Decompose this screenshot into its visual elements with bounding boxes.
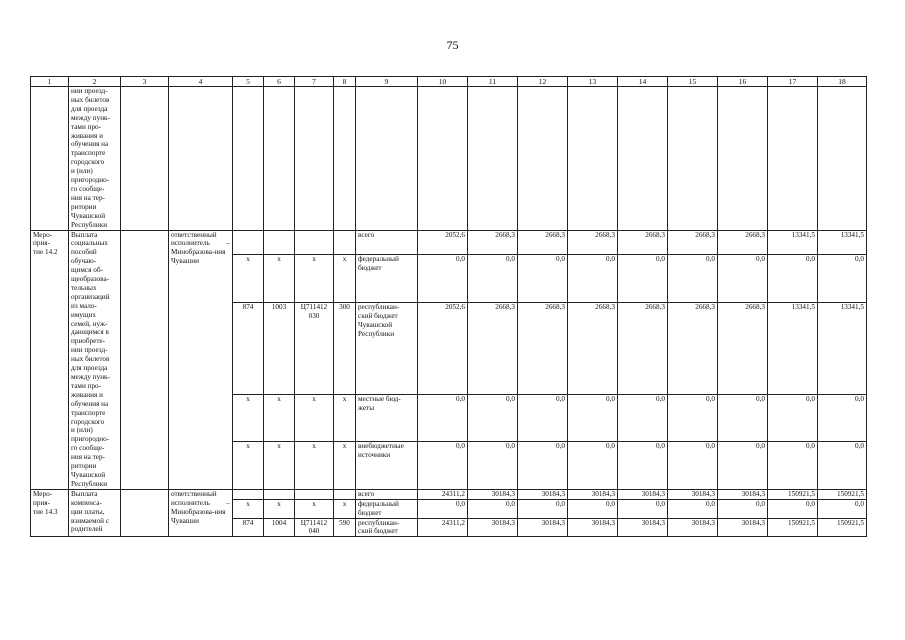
column-number-9: 9 bbox=[356, 77, 418, 87]
amount-value: 0,0 bbox=[718, 499, 768, 518]
empty-cell bbox=[768, 87, 818, 231]
amount-value: 2668,3 bbox=[718, 230, 768, 255]
grbs-code bbox=[233, 489, 264, 499]
amount-value: 0,0 bbox=[718, 442, 768, 489]
funding-source: всего bbox=[356, 230, 418, 255]
m143-row bbox=[31, 489, 867, 499]
section-code: 1003 bbox=[264, 302, 295, 394]
amount-value: 2668,3 bbox=[518, 302, 568, 394]
column-number-6: 6 bbox=[264, 77, 295, 87]
amount-value: 0,0 bbox=[518, 442, 568, 489]
amount-value: 2668,3 bbox=[718, 302, 768, 394]
amount-value: 0,0 bbox=[618, 499, 668, 518]
amount-value: 0,0 bbox=[568, 395, 618, 442]
amount-value: 2668,3 bbox=[618, 230, 668, 255]
amount-value: 0,0 bbox=[818, 442, 867, 489]
grbs-code: х bbox=[233, 499, 264, 518]
grbs-code: х bbox=[233, 442, 264, 489]
amount-value: 2668,3 bbox=[468, 302, 518, 394]
measure-executor: ответственный исполнитель – Минобразова-ния Чувашии bbox=[169, 489, 233, 537]
amount-value: 2668,3 bbox=[618, 302, 668, 394]
amount-value: 0,0 bbox=[768, 499, 818, 518]
empty-cell bbox=[121, 230, 169, 489]
empty-cell bbox=[618, 87, 668, 231]
measure-executor: ответственный исполнитель – Минобразова-ния Чувашии bbox=[169, 230, 233, 489]
amount-value: 150921,5 bbox=[818, 489, 867, 499]
column-number-row bbox=[31, 77, 867, 87]
amount-value: 0,0 bbox=[718, 395, 768, 442]
column-number-12: 12 bbox=[518, 77, 568, 87]
empty-cell bbox=[169, 87, 233, 231]
amount-value: 30184,3 bbox=[568, 489, 618, 499]
section-code: х bbox=[264, 499, 295, 518]
empty-cell bbox=[518, 87, 568, 231]
amount-value: 0,0 bbox=[568, 499, 618, 518]
target-article-code: х bbox=[295, 395, 334, 442]
amount-value: 0,0 bbox=[418, 499, 468, 518]
empty-cell bbox=[718, 87, 768, 231]
amount-value: 0,0 bbox=[568, 442, 618, 489]
amount-value: 30184,3 bbox=[718, 489, 768, 499]
column-number-15: 15 bbox=[668, 77, 718, 87]
amount-value: 2052,6 bbox=[418, 230, 468, 255]
empty-cell bbox=[668, 87, 718, 231]
amount-value: 0,0 bbox=[518, 499, 568, 518]
measure-name: Выплата социальных пособий обучаю- щимся об- щеобразова- тельных организаций из мало- имущих семей, нуж- дающимся в приобрете- нии проезд- ных билетов для проезда между пунк- тами про- живания и обучения на транспорте городского и (или) пригородно- го сообще- ния на тер- ритории Чувашской Республики bbox=[69, 230, 121, 489]
amount-value: 2668,3 bbox=[468, 230, 518, 255]
amount-value: 30184,3 bbox=[518, 518, 568, 537]
amount-value: 0,0 bbox=[668, 499, 718, 518]
amount-value: 0,0 bbox=[818, 499, 867, 518]
section-code: х bbox=[264, 442, 295, 489]
amount-value: 0,0 bbox=[418, 442, 468, 489]
section-code: х bbox=[264, 395, 295, 442]
budget-table bbox=[30, 76, 867, 537]
page-number: 75 bbox=[446, 38, 459, 52]
expense-type-code: 300 bbox=[334, 302, 356, 394]
m142-row bbox=[31, 230, 867, 255]
amount-value: 0,0 bbox=[768, 255, 818, 302]
amount-value: 0,0 bbox=[818, 255, 867, 302]
grbs-code bbox=[233, 230, 264, 255]
column-number-3: 3 bbox=[121, 77, 169, 87]
column-number-2: 2 bbox=[69, 77, 121, 87]
amount-value: 24311,2 bbox=[418, 489, 468, 499]
empty-cell bbox=[334, 87, 356, 231]
column-number-17: 17 bbox=[768, 77, 818, 87]
amount-value: 0,0 bbox=[568, 255, 618, 302]
amount-value: 0,0 bbox=[768, 395, 818, 442]
grbs-code: х bbox=[233, 395, 264, 442]
section-code bbox=[264, 489, 295, 499]
funding-source: республикан- ский бюджет bbox=[356, 518, 418, 537]
measure-code: Меро- прия- тие 14.3 bbox=[31, 489, 69, 537]
amount-value: 2052,6 bbox=[418, 302, 468, 394]
empty-cell bbox=[233, 87, 264, 231]
amount-value: 0,0 bbox=[468, 442, 518, 489]
continuation-row bbox=[31, 87, 867, 231]
column-number-1: 1 bbox=[31, 77, 69, 87]
amount-value: 0,0 bbox=[768, 442, 818, 489]
amount-value: 30184,3 bbox=[568, 518, 618, 537]
amount-value: 30184,3 bbox=[518, 489, 568, 499]
section-code: 1004 bbox=[264, 518, 295, 537]
empty-cell bbox=[121, 489, 169, 537]
empty-cell bbox=[818, 87, 867, 231]
amount-value: 150921,5 bbox=[818, 518, 867, 537]
column-number-14: 14 bbox=[618, 77, 668, 87]
empty-cell bbox=[295, 87, 334, 231]
column-number-13: 13 bbox=[568, 77, 618, 87]
grbs-code: х bbox=[233, 255, 264, 302]
amount-value: 24311,2 bbox=[418, 518, 468, 537]
target-article-code: Ц711412 040 bbox=[295, 518, 334, 537]
amount-value: 150921,5 bbox=[768, 489, 818, 499]
expense-type-code: х bbox=[334, 255, 356, 302]
empty-cell bbox=[418, 87, 468, 231]
expense-type-code: х bbox=[334, 499, 356, 518]
expense-type-code: х bbox=[334, 395, 356, 442]
column-number-16: 16 bbox=[718, 77, 768, 87]
empty-cell bbox=[264, 87, 295, 231]
amount-value: 2668,3 bbox=[568, 230, 618, 255]
target-article-code: х bbox=[295, 442, 334, 489]
column-number-18: 18 bbox=[818, 77, 867, 87]
expense-type-code bbox=[334, 489, 356, 499]
grbs-code: 874 bbox=[233, 302, 264, 394]
amount-value: 13341,5 bbox=[768, 230, 818, 255]
amount-value: 2668,3 bbox=[668, 230, 718, 255]
amount-value: 0,0 bbox=[818, 395, 867, 442]
funding-source: всего bbox=[356, 489, 418, 499]
column-number-5: 5 bbox=[233, 77, 264, 87]
amount-value: 30184,3 bbox=[668, 489, 718, 499]
amount-value: 0,0 bbox=[468, 255, 518, 302]
amount-value: 30184,3 bbox=[618, 518, 668, 537]
measure-name: Выплата компенса- ции платы, взимаемой с родителей bbox=[69, 489, 121, 537]
target-article-code bbox=[295, 489, 334, 499]
amount-value: 2668,3 bbox=[568, 302, 618, 394]
continuation-text: нии проезд- ных билетов для проезда между пунк- тами про- живания и обучения на транспорте городского и (или) пригородно- го сообще- ния на тер- ритории Чувашской Республики bbox=[69, 87, 121, 231]
funding-source: федеральный бюджет bbox=[356, 255, 418, 302]
grbs-code: 874 bbox=[233, 518, 264, 537]
amount-value: 13341,5 bbox=[768, 302, 818, 394]
amount-value: 0,0 bbox=[418, 395, 468, 442]
amount-value: 0,0 bbox=[668, 395, 718, 442]
target-article-code: х bbox=[295, 499, 334, 518]
column-number-8: 8 bbox=[334, 77, 356, 87]
amount-value: 0,0 bbox=[618, 255, 668, 302]
funding-source: местные бюд- жеты bbox=[356, 395, 418, 442]
amount-value: 30184,3 bbox=[468, 489, 518, 499]
target-article-code: Ц711412 030 bbox=[295, 302, 334, 394]
funding-source: федеральный бюджет bbox=[356, 499, 418, 518]
amount-value: 30184,3 bbox=[468, 518, 518, 537]
amount-value: 2668,3 bbox=[518, 230, 568, 255]
column-number-10: 10 bbox=[418, 77, 468, 87]
target-article-code: х bbox=[295, 255, 334, 302]
amount-value: 13341,5 bbox=[818, 230, 867, 255]
empty-cell bbox=[468, 87, 518, 231]
section-code bbox=[264, 230, 295, 255]
section-code: х bbox=[264, 255, 295, 302]
empty-cell bbox=[121, 87, 169, 231]
empty-cell bbox=[568, 87, 618, 231]
empty-cell bbox=[356, 87, 418, 231]
measure-code: Меро- прия- тие 14.2 bbox=[31, 230, 69, 489]
amount-value: 0,0 bbox=[668, 255, 718, 302]
target-article-code bbox=[295, 230, 334, 255]
column-number-4: 4 bbox=[169, 77, 233, 87]
amount-value: 0,0 bbox=[468, 395, 518, 442]
amount-value: 0,0 bbox=[518, 255, 568, 302]
amount-value: 0,0 bbox=[618, 442, 668, 489]
amount-value: 0,0 bbox=[668, 442, 718, 489]
amount-value: 30184,3 bbox=[668, 518, 718, 537]
funding-source: внебюджетные источники bbox=[356, 442, 418, 489]
amount-value: 13341,5 bbox=[818, 302, 867, 394]
amount-value: 0,0 bbox=[618, 395, 668, 442]
amount-value: 0,0 bbox=[518, 395, 568, 442]
amount-value: 0,0 bbox=[418, 255, 468, 302]
expense-type-code bbox=[334, 230, 356, 255]
amount-value: 30184,3 bbox=[718, 518, 768, 537]
amount-value: 2668,3 bbox=[668, 302, 718, 394]
expense-type-code: 590 bbox=[334, 518, 356, 537]
funding-source: республикан- ский бюджет Чувашской Республики bbox=[356, 302, 418, 394]
amount-value: 0,0 bbox=[468, 499, 518, 518]
empty-cell bbox=[31, 87, 69, 231]
column-number-11: 11 bbox=[468, 77, 518, 87]
column-number-7: 7 bbox=[295, 77, 334, 87]
amount-value: 150921,5 bbox=[768, 518, 818, 537]
expense-type-code: х bbox=[334, 442, 356, 489]
amount-value: 30184,3 bbox=[618, 489, 668, 499]
amount-value: 0,0 bbox=[718, 255, 768, 302]
